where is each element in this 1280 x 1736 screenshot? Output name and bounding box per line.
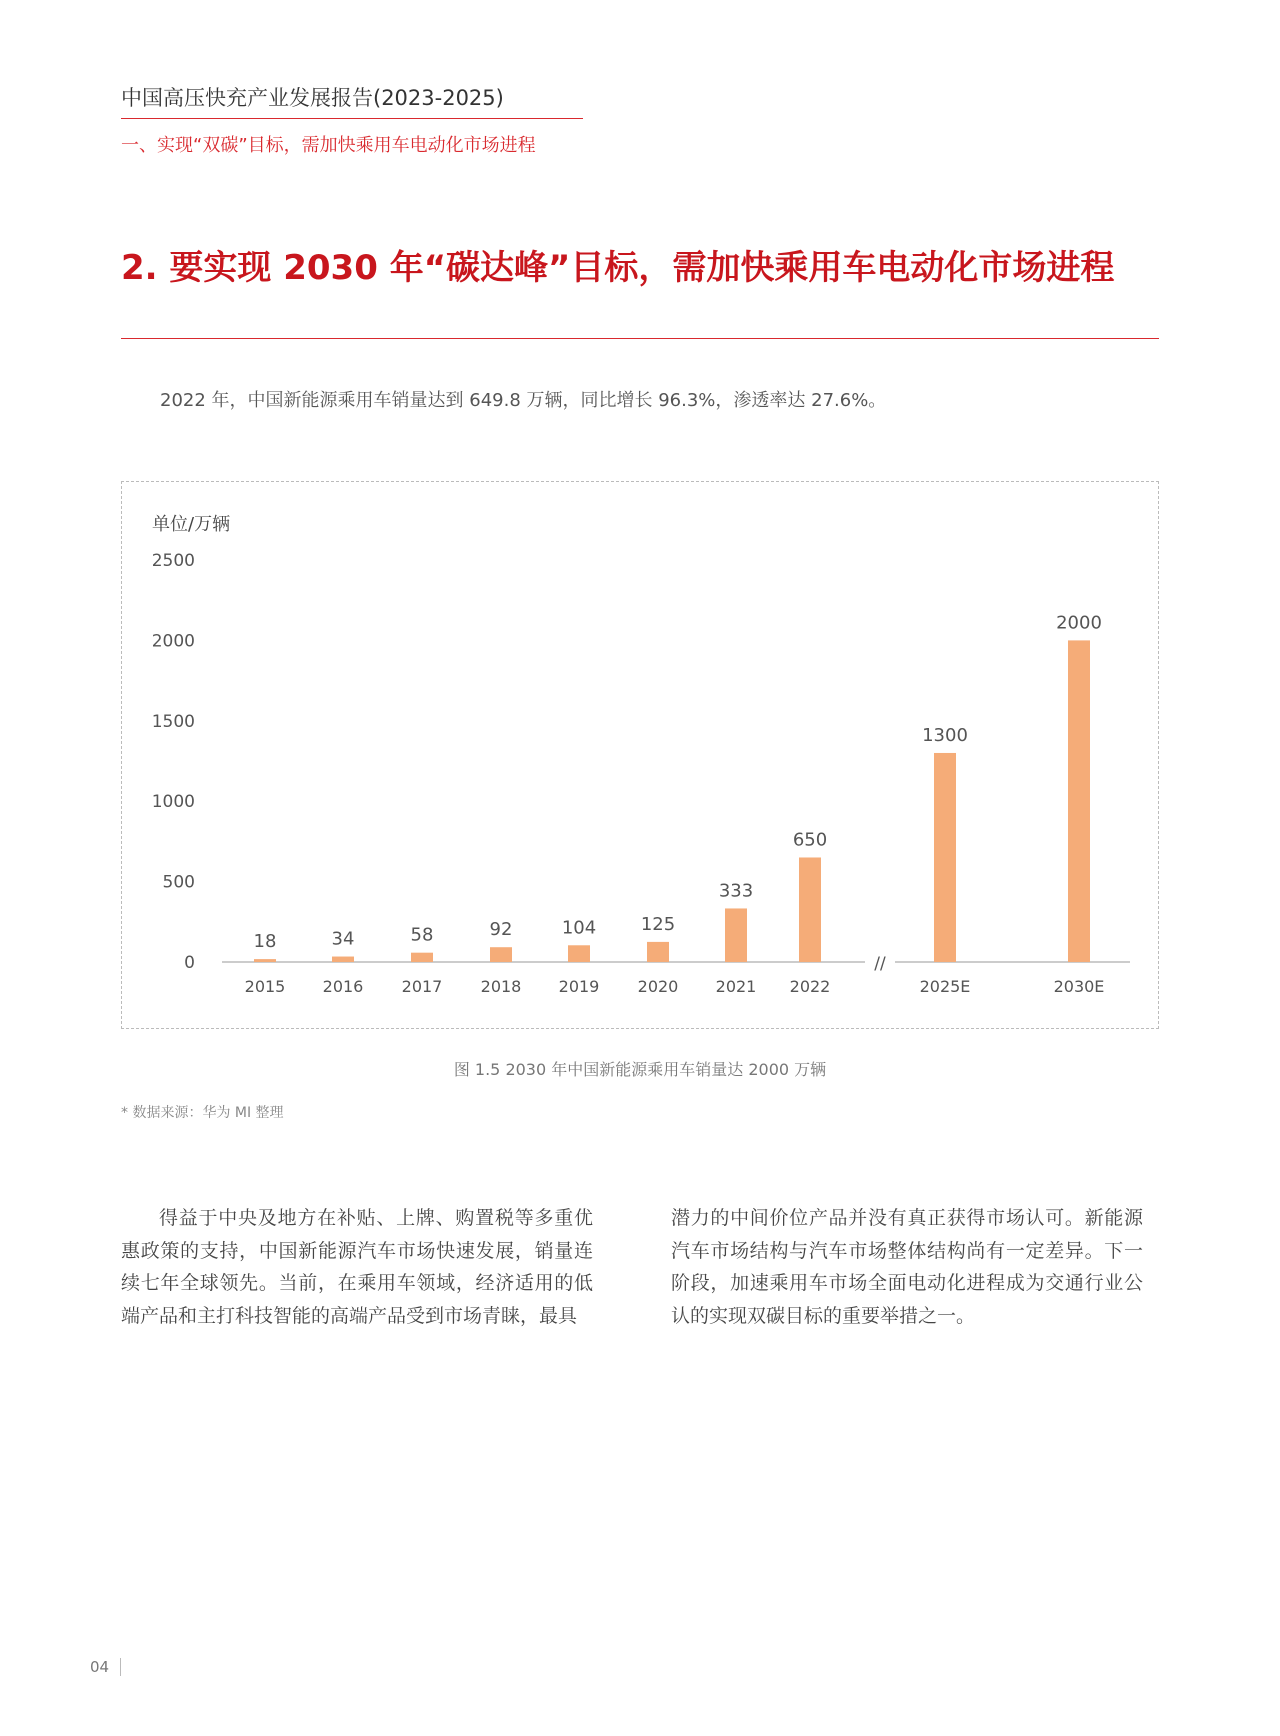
bar (568, 945, 590, 962)
x-tick-label: 2021 (715, 977, 757, 996)
data-source-note: * 数据来源：华为 MI 整理 (121, 1105, 284, 1121)
axis-break-mark: // (874, 954, 886, 974)
y-tick-label: 2500 (151, 551, 195, 571)
y-tick-label: 1000 (151, 792, 195, 813)
data-label: 92 (489, 919, 513, 941)
intro-text: 2022 年，中国新能源乘用车销量达到 649.8 万辆，同比增长 96.3%，渗透率达 27.6%。 (160, 390, 887, 411)
bar (647, 942, 669, 962)
x-tick-label: 2020 (637, 977, 679, 996)
data-label: 18 (253, 931, 277, 953)
data-label: 2000 (1056, 612, 1102, 634)
y-tick-label: 500 (162, 872, 195, 893)
figure-caption: 图 1.5 2030 年中国新能源乘用车销量达 2000 万辆 (453, 1060, 827, 1079)
section-divider (121, 338, 1159, 339)
x-tick-label: 2019 (558, 977, 600, 996)
bar (254, 959, 276, 962)
chapter-title: 一、实现“双碳”目标，需加快乘用车电动化市场进程 (121, 135, 536, 156)
data-label: 34 (331, 928, 355, 950)
y-tick-label: 0 (184, 953, 195, 973)
report-title: 中国高压快充产业发展报告(2023-2025) (121, 86, 504, 110)
bar (799, 857, 821, 962)
x-tick-label: 2022 (789, 977, 831, 996)
data-label: 104 (561, 917, 597, 939)
data-label: 650 (792, 829, 828, 851)
data-label: 58 (410, 924, 434, 946)
y-tick-label: 2000 (151, 631, 195, 652)
page-number: 04 (90, 1658, 110, 1676)
header-divider (121, 118, 583, 119)
x-tick-label: 2017 (401, 977, 443, 996)
bar (332, 957, 354, 962)
x-tick-label: 2015 (244, 977, 286, 996)
bar (1068, 640, 1090, 962)
body-paragraph-right: 潜力的中间价位产品并没有真正获得市场认可。新能源汽车市场结构与汽车市场整体结构尚有一定差异。下一阶段，加速乘用车市场全面电动化进程成为交通行业公认的实现双碳目标的重要举措之一。 (671, 1207, 1143, 1327)
bar (725, 908, 747, 962)
y-tick-label: 1500 (151, 711, 195, 732)
bar (934, 753, 956, 962)
x-tick-label: 2025E (919, 977, 971, 996)
body-paragraph-left: 得益于中央及地方在补贴、上牌、购置税等多重优惠政策的支持，中国新能源汽车市场快速发展，销量连续七年全球领先。当前，在乘用车领域，经济适用的低端产品和主打科技智能的高端产品受到市场青睐，最具 (121, 1207, 593, 1327)
bar (490, 947, 512, 962)
page-number-divider (120, 1658, 121, 1676)
data-label: 333 (718, 880, 754, 902)
x-tick-label: 2030E (1053, 977, 1105, 996)
bar (411, 953, 433, 962)
bar-chart (122, 482, 1158, 1028)
y-axis-unit-label: 单位/万辆 (152, 514, 231, 535)
chart-container (121, 481, 1159, 1029)
data-label: 125 (640, 913, 676, 935)
x-tick-label: 2016 (322, 977, 364, 996)
data-label: 1300 (922, 724, 968, 746)
x-tick-label: 2018 (480, 977, 522, 996)
section-title: 2. 要实现 2030 年“碳达峰”目标，需加快乘用车电动化市场进程 (121, 248, 1115, 288)
